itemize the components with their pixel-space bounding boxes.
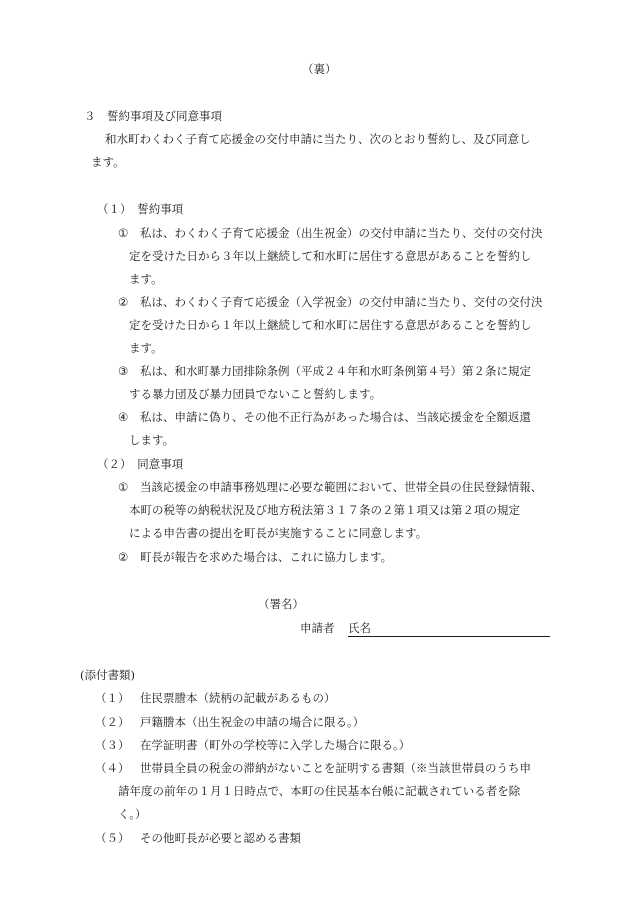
section-heading: ３ 誓約事項及び同意事項: [84, 109, 222, 123]
intro-text-line1: 和水町わくわく子育て応援金の交付申請に当たり、次のとおり誓約し、及び同意し: [105, 132, 531, 146]
signature-heading: （署名）: [258, 597, 304, 611]
attachment-2-text: 戸籍謄本（出生祝金の申請の場合に限る。）: [140, 715, 365, 729]
consent-item-2-num: ②: [118, 550, 129, 564]
pledge-item-3-line1: 私は、和水町暴力団排除条例（平成２４年和水町条例第４号）第２条に規定: [140, 364, 531, 378]
attachment-3-num: （３）: [95, 738, 130, 752]
name-label: 氏名: [348, 621, 371, 635]
attachment-1-num: （１）: [95, 691, 130, 705]
attachment-4-num: （４）: [95, 761, 130, 775]
attachment-4-line2: 請年度の前年の１月１日時点で、本町の住民基本台帳に記載されている者を除: [118, 784, 521, 798]
attachment-4-text: 世帯員全員の税金の滞納がないことを証明する書類（※当該世帯員のうち申: [140, 761, 531, 775]
attachment-4-line3: く。）: [118, 807, 147, 821]
consent-item-2-line1: 町長が報告を求めた場合は、これに協力します。: [140, 550, 393, 564]
pledge-item-1-num: ①: [118, 226, 129, 240]
pledge-item-3-num: ③: [118, 364, 129, 378]
consent-item-1-line3: による申告書の提出を町長が実施することに同意します。: [129, 526, 428, 540]
pledge-item-4-line2: します。: [129, 433, 175, 447]
attachment-1-text: 住民票謄本（続柄の記載があるもの）: [140, 691, 336, 705]
signature-line: [348, 636, 550, 637]
attachments-heading: (添付書類): [80, 668, 135, 682]
pledge-item-1-line1: 私は、わくわく子育て応援金（出生祝金）の交付申請に当たり、交付の交付決: [140, 226, 543, 240]
consent-item-1-num: ①: [118, 480, 129, 494]
attachment-2-num: （２）: [95, 715, 130, 729]
pledge-item-2-line3: ます。: [129, 341, 163, 355]
consent-heading: （２） 同意事項: [97, 457, 184, 471]
attachment-3-text: 在学証明書（町外の学校等に入学した場合に限る。）: [140, 738, 411, 752]
page-side-label: （裏）: [302, 62, 337, 76]
pledge-item-2-num: ②: [118, 295, 129, 309]
attachment-5-num: （５）: [95, 831, 130, 845]
consent-item-1-line2: 本町の税等の納税状況及び地方税法第３１７条の２第１項又は第２項の規定: [129, 503, 520, 517]
pledge-item-4-num: ④: [118, 410, 129, 424]
pledge-item-2-line2: 定を受けた日から１年以上継続して和水町に居住する意思があることを誓約し: [129, 318, 532, 332]
pledge-item-1-line3: ます。: [129, 272, 163, 286]
pledge-item-4-line1: 私は、申請に偽り、その他不正行為があった場合は、当該応援金を全額返還: [140, 410, 531, 424]
pledge-item-2-line1: 私は、わくわく子育て応援金（入学祝金）の交付申請に当たり、交付の交付決: [140, 295, 543, 309]
consent-item-1-line1: 当該応援金の申請事務処理に必要な範囲において、世帯全員の住民登録情報、: [140, 480, 543, 494]
intro-text-line2: ます。: [91, 155, 125, 169]
pledge-heading: （１） 誓約事項: [97, 202, 184, 216]
pledge-item-3-line2: する暴力団及び暴力団員でないこと誓約します。: [129, 387, 382, 401]
attachment-5-text: その他町長が必要と認める書類: [140, 831, 301, 845]
pledge-item-1-line2: 定を受けた日から３年以上継続して和水町に居住する意思があることを誓約し: [129, 249, 532, 263]
applicant-label: 申請者: [300, 621, 335, 635]
